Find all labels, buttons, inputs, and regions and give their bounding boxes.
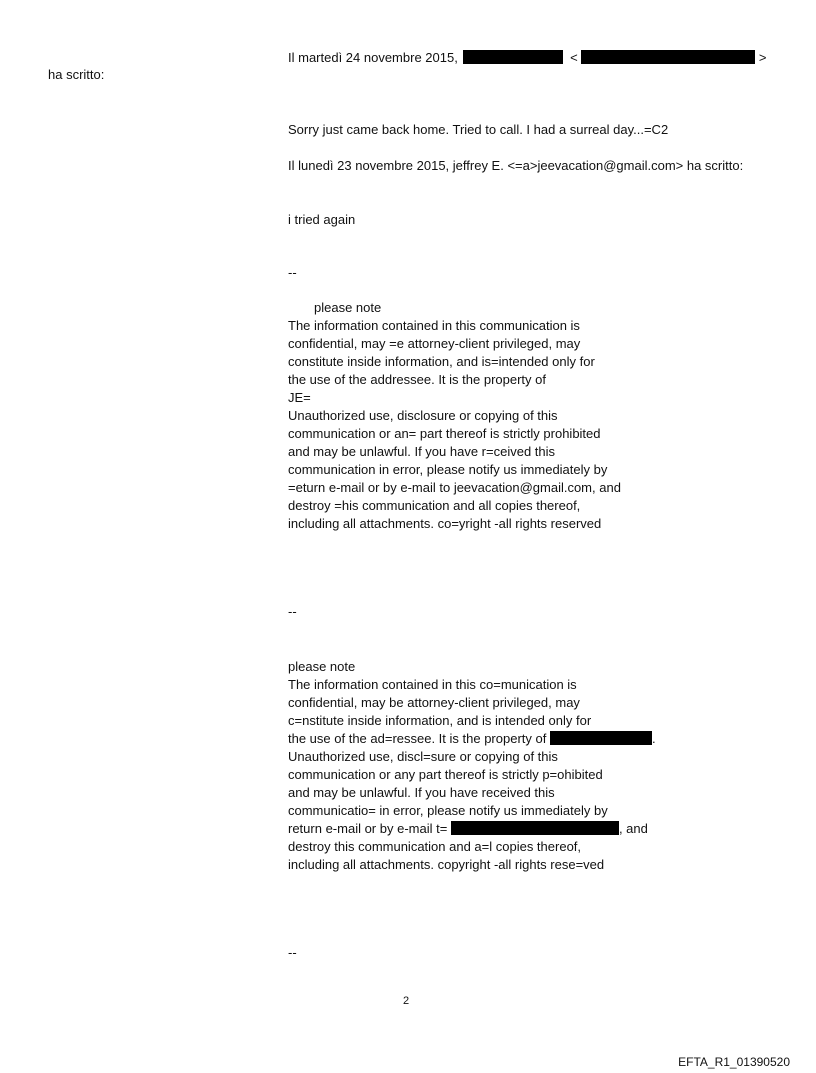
email-header <box>288 49 767 67</box>
notice-1-line: and may be unlawful. If you have r=ceived this <box>288 444 556 459</box>
notice-2-line-text: the use of the ad=ressee. It is the property of <box>288 731 547 746</box>
notice-2-line: confidential, may be attorney-client privileged, may <box>288 695 580 710</box>
header-continuation: ha scritto: <box>48 67 105 82</box>
confidentiality-notice-2 <box>288 658 656 874</box>
notice-2-line <box>288 820 656 838</box>
notice-1-line: =eturn e-mail or by e-mail to jeevacation@gmail.com, and <box>288 480 621 495</box>
document-id: EFTA_R1_01390520 <box>678 1055 790 1069</box>
notice-2-line: destroy this communication and a=l copies thereof, <box>288 839 582 854</box>
notice-2-line-text: , and <box>618 821 648 836</box>
notice-1-line: including all attachments. co=yright -all rights reserved <box>288 516 602 531</box>
separator-1: -- <box>288 265 297 280</box>
notice-2-line: communication or any part thereof is strictly p=ohibited <box>288 767 603 782</box>
notice-1-line: Unauthorized use, disclosure or copying of this <box>288 408 558 423</box>
notice-1-line: constitute inside information, and is=intended only for <box>288 354 595 369</box>
notice-2-line: The information contained in this co=munication is <box>288 677 577 692</box>
separator-3: -- <box>288 945 297 960</box>
reply-text: Sorry just came back home. Tried to call. I had a surreal day...=C2 <box>288 122 669 137</box>
redacted-sender-email <box>581 50 755 64</box>
notice-2-line: Unauthorized use, discl=sure or copying of this <box>288 749 558 764</box>
header-prefix: Il martedì 24 novembre 2015, <box>288 50 458 65</box>
header-gt: > <box>758 50 767 65</box>
redacted-contact-email <box>451 821 619 835</box>
notice-1-line: the use of the addressee. It is the property of <box>288 372 546 387</box>
page-number: 2 <box>403 995 410 1007</box>
redacted-property-owner <box>550 731 652 745</box>
header-lt: < <box>570 50 578 65</box>
quote-body: i tried again <box>288 212 356 227</box>
notice-1-line: JE= <box>288 390 311 405</box>
notice-1-line: communication or an= part thereof is strictly prohibited <box>288 426 601 441</box>
notice-2-heading: please note <box>288 659 356 674</box>
notice-1-line: The information contained in this communication is <box>288 318 580 333</box>
notice-2-line-text: return e-mail or by e-mail t= <box>288 821 448 836</box>
confidentiality-notice-1 <box>288 299 621 533</box>
notice-2-line <box>288 730 656 748</box>
redacted-sender-name <box>463 50 563 64</box>
quote-header: Il lunedì 23 novembre 2015, jeffrey E. <=a>jeevacation@gmail.com> ha scritto: <box>288 158 744 173</box>
notice-2-line: including all attachments. copyright -all rights rese=ved <box>288 857 605 872</box>
notice-2-line: and may be unlawful. If you have received this <box>288 785 555 800</box>
notice-2-line: communicatio= in error, please notify us immediately by <box>288 803 608 818</box>
notice-1-line: communication in error, please notify us immediately by <box>288 462 608 477</box>
separator-2: -- <box>288 604 297 619</box>
notice-1-heading: please note <box>314 300 382 315</box>
notice-2-line-text: . <box>651 731 656 746</box>
notice-1-line: destroy =his communication and all copies thereof, <box>288 498 581 513</box>
notice-2-line: c=nstitute inside information, and is intended only for <box>288 713 592 728</box>
notice-1-line: confidential, may =e attorney-client privileged, may <box>288 336 581 351</box>
